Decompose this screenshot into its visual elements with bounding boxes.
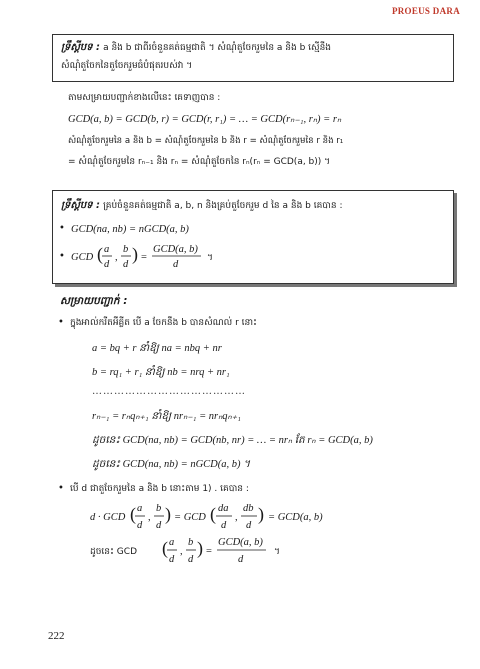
- formula-text: ដូចនេះ GCD: [90, 547, 137, 557]
- bullet-icon: •: [59, 223, 65, 234]
- comma: ,: [115, 252, 118, 263]
- theorem-box-2: [52, 190, 454, 284]
- header-author: PROEUS DARA: [391, 6, 460, 16]
- fraction-denominator: d: [173, 259, 179, 270]
- right-paren: ): [132, 244, 138, 264]
- khmer-period: ។: [274, 547, 280, 557]
- proof-formula-2: [88, 532, 368, 570]
- proof-formula-1: [88, 498, 368, 536]
- comma: ,: [180, 546, 183, 557]
- formula-gcd-text: GCD: [71, 252, 94, 263]
- fraction-denominator: d: [156, 520, 162, 531]
- khmer-period: ។: [207, 253, 213, 263]
- fraction-numerator: a: [169, 537, 175, 548]
- fraction-numerator: GCD(a, b): [153, 244, 198, 255]
- remark-line3: = សំណុំតួចែករួមនៃ rₙ₋₁ និង rₙ = សំណុំតួចែកនៃ rₙ(rₙ = GCD(a, b)) ។: [68, 157, 331, 167]
- fraction-numerator: db: [243, 503, 254, 514]
- theorem2-label: ទ្រឹស្តីបទ :: [61, 200, 101, 211]
- fraction-denominator: d: [188, 554, 194, 565]
- proof-step2: b = rq₁ + r₁ នាំឱ្យ nb = nrq + nr₁: [92, 367, 230, 378]
- theorem1-label: ទ្រឹស្តីបទ :: [61, 42, 101, 53]
- theorem2-line1: [61, 199, 342, 213]
- left-paren: (: [210, 504, 216, 524]
- formula-text: = GCD: [174, 512, 206, 523]
- remark-intro: តាមសម្រាយបញ្ជាក់ខាងលើនេះ គេទាញបាន :: [68, 93, 221, 103]
- fraction-numerator: da: [218, 503, 229, 514]
- fraction-denominator: d: [169, 554, 175, 565]
- fraction-denominator: d: [221, 520, 227, 531]
- left-paren: (: [162, 538, 168, 558]
- formula-text: d · GCD: [90, 512, 126, 523]
- right-paren: ): [165, 504, 171, 524]
- theorem2-bullet2-formula: [69, 239, 259, 275]
- proof-step1: a = bq + r នាំឱ្យ na = nbq + nr: [92, 343, 222, 354]
- right-paren: ): [258, 504, 264, 524]
- fraction-numerator: b: [156, 503, 162, 514]
- fraction-numerator: GCD(a, b): [218, 537, 263, 548]
- remark-line2: សំណុំតួចែករួមនៃ a និង b = សំណុំតួចែករួមនៃ b និង r = សំណុំតួចែករួមនៃ r និង r₁: [68, 136, 344, 146]
- fraction-denominator: d: [104, 259, 110, 270]
- theorem2-statement: គ្រប់ចំនួនគត់ធម្មជាតិ a, b, n និងគ្រប់តួចែករួម d នៃ a និង b គេបាន :: [103, 201, 343, 211]
- proof-heading: សម្រាយបញ្ជាក់ :: [60, 295, 128, 307]
- fraction-denominator: d: [137, 520, 143, 531]
- fraction-numerator: a: [104, 244, 110, 255]
- bullet-icon: •: [59, 251, 65, 262]
- proof-ellipsis-row: ……………………………………: [92, 386, 246, 397]
- proof-step5: ដូចនេះ GCD(na, nb) = nGCD(a, b) ។: [92, 459, 251, 470]
- theorem1-text-line2: សំណុំតួចែកនៃតួចែករួមធំបំផុតរបស់វា ។: [61, 61, 193, 71]
- bullet-icon: •: [58, 483, 64, 494]
- theorem-box-1: [52, 34, 454, 82]
- theorem1-text-line1: a និង b ជាពីរចំនួនគត់ធម្មជាតិ ។ សំណុំតួចែករួមនៃ a និង b ស្មើនឹង: [103, 43, 332, 53]
- formula-text: = GCD(a, b): [268, 512, 323, 523]
- theorem2-bullet1: GCD(na, nb) = nGCD(a, b): [71, 224, 189, 235]
- left-paren: (: [97, 244, 103, 264]
- proof-bullet2-text: បើ d ជាតួចែករួមនៃ a និង b នោះតាម 1) . គេបាន :: [70, 484, 249, 494]
- fraction-denominator: d: [246, 520, 252, 531]
- fraction-denominator: d: [123, 259, 129, 270]
- comma: ,: [148, 512, 151, 523]
- equals-sign: =: [206, 546, 212, 557]
- fraction-numerator: a: [137, 503, 143, 514]
- proof-bullet1-text: ក្នុងអាល់ករីតអឺគ្លីត បើ a ចែកនឹង b បានសំណល់ r នោះ: [70, 318, 258, 328]
- right-paren: ): [197, 538, 203, 558]
- fraction-numerator: b: [123, 244, 129, 255]
- comma: ,: [235, 512, 238, 523]
- fraction-denominator: d: [238, 554, 244, 565]
- proof-step4: ដូចនេះ GCD(na, nb) = GCD(nb, nr) = … = nrₙ តែ rₙ = GCD(a, b): [92, 435, 373, 446]
- theorem1-line1: [61, 41, 331, 55]
- equals-sign: =: [141, 252, 147, 263]
- remark-equation: GCD(a, b) = GCD(b, r) = GCD(r, r₁) = … = GCD(rₙ₋₁, rₙ) = rₙ: [68, 114, 342, 125]
- left-paren: (: [130, 504, 136, 524]
- page-number: 222: [48, 630, 65, 642]
- bullet-icon: •: [58, 317, 64, 328]
- proof-step3: rₙ₋₁ = rₙqₙ₊₁ នាំឱ្យ nrₙ₋₁ = nrₙqₙ₊₁: [92, 411, 241, 422]
- fraction-numerator: b: [188, 537, 194, 548]
